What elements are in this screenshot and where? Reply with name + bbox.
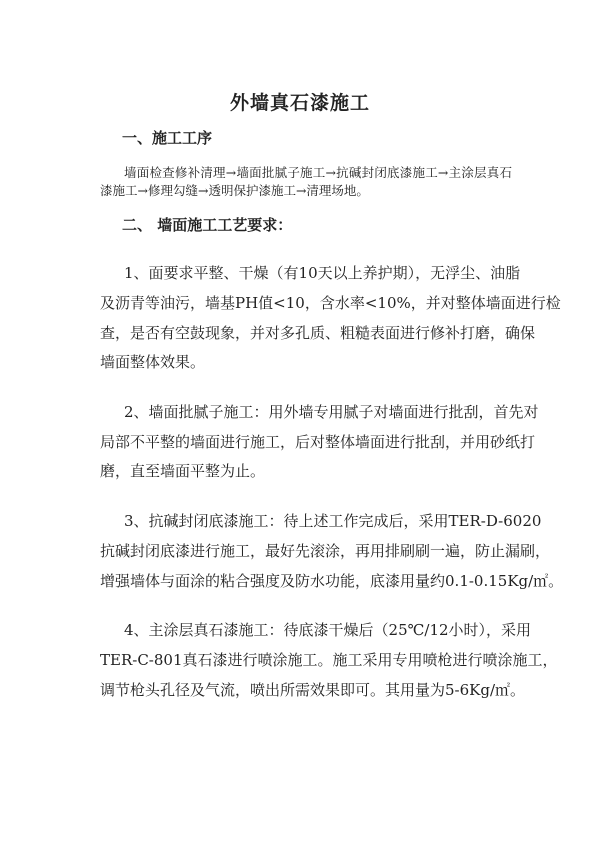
paragraph-line: 2、墙面批腻子施工：用外墙专用腻子对墙面进行批刮，首先对	[124, 403, 539, 421]
paragraph-line: 增强墙体与面涂的粘合强度及防水功能，底漆用量约0.1-0.15Kg/㎡。	[100, 572, 564, 590]
section-heading-requirements: 二、 墙面施工工艺要求：	[122, 216, 293, 234]
paragraph-line: 及沥青等油污，墙基PH值<10，含水率<10%，并对整体墙面进行检	[100, 294, 561, 312]
paragraph-line: 1、面要求平整、干燥（有10天以上养护期），无浮尘、油脂	[124, 264, 521, 282]
paragraph-line: TER-C-801真石漆进行喷涂施工。施工采用专用喷枪进行喷涂施工，	[100, 651, 558, 669]
paragraph-line: 查，是否有空鼓现象，并对多孔质、粗糙表面进行修补打磨，确保	[100, 324, 536, 342]
paragraph-line: 墙面整体效果。	[100, 353, 206, 371]
paragraph-line: 磨，直至墙面平整为止。	[100, 462, 266, 480]
document-title: 外墙真石漆施工	[229, 92, 370, 114]
process-line: 墙面检查修补清理→墙面批腻子施工→抗碱封闭底漆施工→主涂层真石	[124, 165, 512, 180]
process-line: 漆施工→修理勾缝→透明保护漆施工→清理场地。	[100, 183, 369, 198]
paragraph-line: 调节枪头孔径及气流，喷出所需效果即可。其用量为5-6Kg/㎡。	[100, 681, 526, 699]
paragraph-line: 抗碱封闭底漆进行施工，最好先滚涂，再用排刷刷一遍，防止漏刷，	[100, 542, 551, 560]
paragraph-line: 局部不平整的墙面进行施工，后对整体墙面进行批刮，并用砂纸打	[100, 433, 536, 451]
paragraph-line: 4、主涂层真石漆施工：待底漆干燥后（25℃/12小时），采用	[124, 621, 532, 639]
paragraph-line: 3、抗碱封闭底漆施工：待上述工作完成后，采用TER-D-6020	[124, 512, 542, 530]
section-heading-process: 一、施工工序	[122, 129, 213, 147]
